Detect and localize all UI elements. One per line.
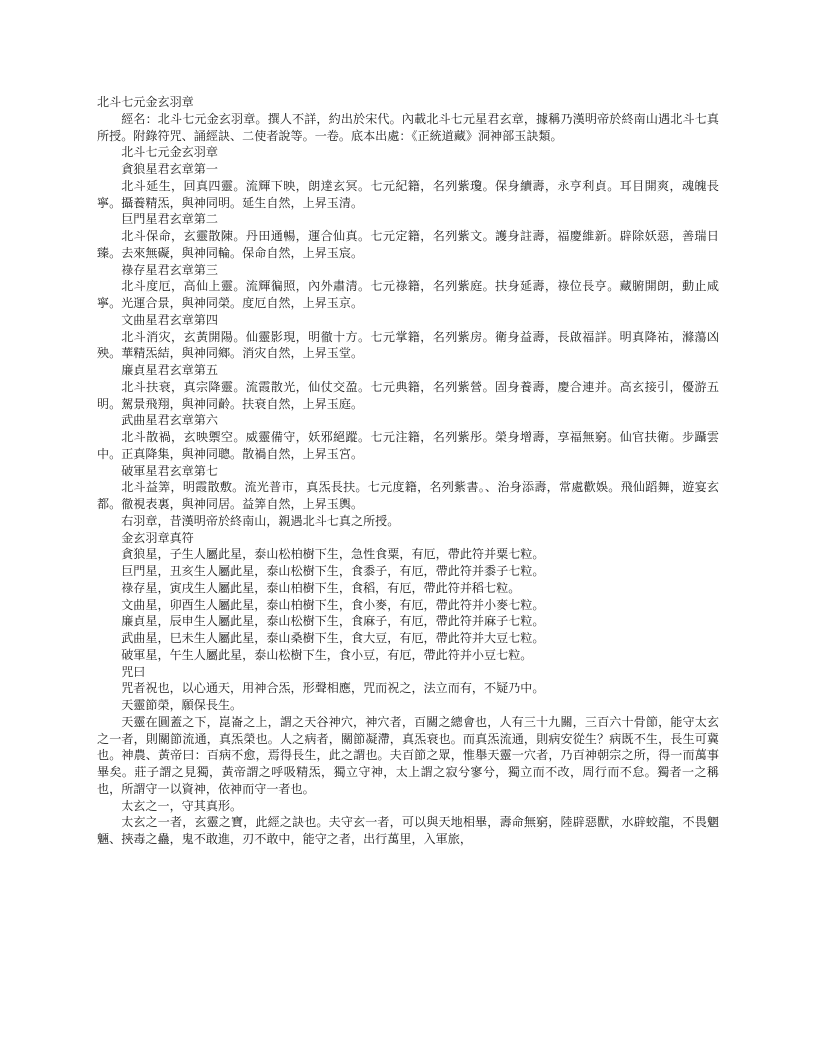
talisman-line-wuqu: 武曲星，巳未生人屬此星，泰山桑樹下生，食大豆，有厄，帶此符并大豆七粒。	[121, 631, 545, 645]
preface-paragraph: 經名：北斗七元金玄羽章。撰人不詳，約出於宋代。內載北斗七元星君玄章，據稱乃漢明帝於終南山遇北斗七真所授。附錄符咒、誦經訣、二使者說等。一卷。底本出處：《正統道藏》洞神部玉訣類。	[97, 111, 719, 143]
chapter-body-3: 北斗度厄，高仙上靈。流輝徧照，內外肅清。七元祿籍，名列紫庭。扶身延壽，祿位長亨。藏腑開朗，動止咸寧。光運合景，與神同榮。度厄自然，上昇玉京。	[97, 279, 719, 310]
chapter-body-4: 北斗消灾，玄黃開陽。仙靈影現，明徹十方。七元掌籍，名列紫房。衛身益壽，長啟福詳。明真降祐，滌蕩凶殃。華精炁結，與神同鄉。消灾自然，上昇玉堂。	[97, 329, 719, 361]
talisman-line-lucun: 祿存星，寅戌生人屬此星，泰山柏樹下生，食稻，有厄，帶此符并稻七粒。	[121, 580, 521, 595]
chapter-body-1: 北斗延生，回真四靈。流輝下映，朗達玄冥。七元紀籍，名列紫瓊。保身續壽，永亨利貞。耳目開爽，魂魄長寧。攝養精炁，與神同明。延生自然，上昇玉清。	[97, 178, 719, 210]
chapter-body-7: 北斗益筭，明霞散敷。流光普市，真炁長扶。七元度籍，名列紫書。、治身添壽，常處歡娛。飛仙蹈舞，遊宴玄都。徹視表裏，與神同居。益筭自然，上昇玉輿。	[97, 480, 719, 511]
chapter-heading-6: 武曲星君玄章第六	[121, 413, 218, 428]
taixuan-commentary: 太玄之一者，玄靈之寶，此經之訣也。夫守玄一者，可以與天地相畢，壽命無窮，陸辟惡獸，水辟蛟龍，不畏魍魎、挾毒之蠱，鬼不敢進，刃不敢中，能守之者，出行萬里，入軍旅，	[97, 815, 719, 846]
incantation-heading: 咒曰	[121, 664, 146, 679]
section-title-main: 北斗七元金玄羽章	[121, 145, 218, 160]
talisman-line-pojun: 破軍星，午生人屬此星，泰山松樹下生，食小豆，有厄，帶此符并小豆七粒。	[121, 647, 533, 662]
document-text-body	[97, 94, 719, 848]
colophon-line: 右羽章，昔漢明帝於終南山，親遇北斗七真之所授。	[121, 513, 400, 528]
talisman-line-wenqu: 文曲星，卯酉生人屬此星，泰山柏樹下生，食小麥，有厄，帶此符并小麥七粒。	[121, 597, 545, 612]
tianling-commentary: 天靈在圓蓋之下，崑崙之上，謂之天谷神穴，神穴者，百關之總會也，人有三十九關，三百六十骨節，能守太玄之一者，則關節流通，真炁榮也。人之病者，關節凝滯，真炁衰也。而真炁流通，則病安從生？病既不生，長生可冀也。神農、黃帝曰：百病不愈，焉得長生，此之謂也。夫百節之眾，惟舉天靈一穴者，乃百神朝宗之所，得一而萬事畢矣。莊子謂之見獨，黃帝謂之呼吸精炁，獨立守神，太上謂之寂兮寥兮，獨立而不改，周行而不怠。獨者一之稱也，所謂守一以資神，依神而守一者也。	[97, 714, 719, 796]
chapter-body-2: 北斗保命，玄靈散陳。丹田通暢，運合仙真。七元定籍，名列紫文。護身註壽，福慶維新。辟除妖惡，善瑞日臻。去來無礙，與神同輪。保命自然，上昇玉宸。	[97, 229, 719, 260]
talisman-line-lianzhen: 廉貞星，辰申生人屬此星，泰山松樹下生，食麻子，有厄，帶此符并麻子七粒。	[121, 614, 545, 629]
chapter-heading-4: 文曲星君玄章第四	[121, 312, 218, 327]
taixuan-invocation: 太玄之一，守其真形。	[121, 798, 243, 813]
chapter-body-5: 北斗扶衰，真宗降靈。流霞散光，仙仗交盈。七元典籍，名列紫營。固身養壽，慶合連并。高玄接引，優游五明。駕景飛翔，與神同齡。扶衰自然，上昇玉庭。	[97, 379, 719, 411]
incantation-definition: 咒者祝也，以心通天，用神合炁，形聲相應，咒而祝之，法立而有，不疑乃中。	[121, 681, 545, 696]
talisman-section-heading: 金玄羽章真符	[121, 530, 194, 545]
chapter-heading-2: 巨門星君玄章第二	[121, 212, 218, 227]
chapter-heading-3: 祿存星君玄章第三	[121, 262, 218, 277]
talisman-line-jumen: 巨門星，丑亥生人屬此星，泰山松樹下生，食黍子，有厄，帶此符并黍子七粒。	[121, 564, 545, 578]
tianling-invocation: 天靈節榮，願保長生。	[121, 698, 243, 712]
chapter-heading-1: 貪狼星君玄章第一	[121, 162, 218, 176]
chapter-heading-5: 廉貞星君玄章第五	[121, 363, 218, 377]
chapter-heading-7: 破軍星君玄章第七	[121, 463, 218, 478]
chapter-body-6: 北斗散禍，玄映禦空。威靈備守，妖邪絕蹤。七元注籍，名列紫彤。榮身增壽，享福無窮。仙官扶衛。步躡雲中。正真降集，與神同聰。散禍自然，上昇玉宮。	[97, 430, 719, 461]
doc-title: 北斗七元金玄羽章	[97, 95, 194, 109]
talisman-line-tanlang: 貪狼星，子生人屬此星，泰山松柏樹下生，急性食粟，有厄，帶此符并粟七粒。	[121, 547, 545, 562]
